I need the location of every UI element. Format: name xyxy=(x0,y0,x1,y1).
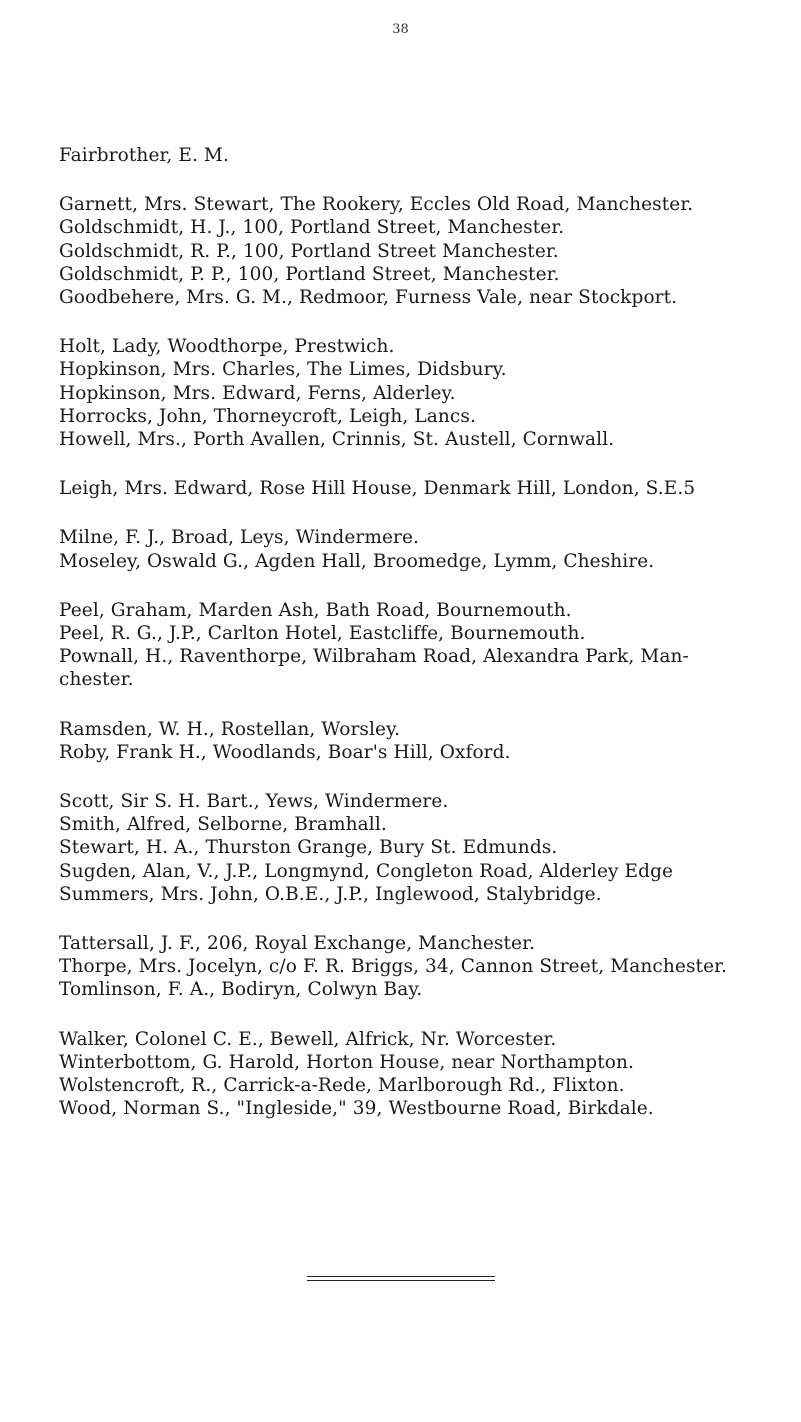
list-entry: Scott, Sir S. H. Bart., Yews, Windermere. xyxy=(59,791,449,813)
list-group-f xyxy=(59,144,794,167)
list-entry: Howell, Mrs., Porth Avallen, Crinnis, St. Austell, Cornwall. xyxy=(59,429,615,451)
list-group-m xyxy=(59,526,794,572)
list-group-p xyxy=(59,599,794,692)
list-group-w xyxy=(59,1028,794,1121)
list-entry: Summers, Mrs. John, O.B.E., J.P., Inglewood, Stalybridge. xyxy=(59,883,602,905)
list-entry: Smith, Alfred, Selborne, Bramhall. xyxy=(59,814,387,836)
list-entry: Garnett, Mrs. Stewart, The Rookery, Eccles Old Road, Manchester. xyxy=(59,194,694,216)
list-entry: Tattersall, J. F., 206, Royal Exchange, Manchester. xyxy=(59,933,535,955)
list-entry: Hopkinson, Mrs. Edward, Ferns, Alderley. xyxy=(59,382,456,404)
list-group-t xyxy=(59,932,794,1002)
list-entry: Horrocks, John, Thorneycroft, Leigh, Lancs. xyxy=(59,405,476,427)
page-number: 38 xyxy=(392,22,409,37)
list-entry: Tomlinson, F. A., Bodiryn, Colwyn Bay. xyxy=(59,979,423,1001)
subscriber-list xyxy=(59,144,794,1147)
list-group-s xyxy=(59,790,794,906)
list-entry: Leigh, Mrs. Edward, Rose Hill House, Denmark Hill, London, S.E.5 xyxy=(59,478,696,500)
list-entry: Hopkinson, Mrs. Charles, The Limes, Didsbury. xyxy=(59,359,507,381)
list-entry: Walker, Colonel C. E., Bewell, Alfrick, Nr. Worcester. xyxy=(59,1028,557,1050)
list-entry: Peel, R. G., J.P., Carlton Hotel, Eastcliffe, Bournemouth. xyxy=(59,623,586,645)
list-entry: Pownall, H., Raventhorpe, Wilbraham Road, Alexandra Park, Man- xyxy=(59,646,689,668)
list-entry: Fairbrother, E. M. xyxy=(59,145,229,166)
list-entry: Ramsden, W. H., Rostellan, Worsley. xyxy=(59,718,401,740)
list-entry: Goldschmidt, H. J., 100, Portland Street, Manchester. xyxy=(59,217,565,239)
list-entry: Peel, Graham, Marden Ash, Bath Road, Bournemouth. xyxy=(59,599,572,621)
list-entry: Winterbottom, G. Harold, Horton House, near Northampton. xyxy=(59,1051,634,1073)
list-entry: Goldschmidt, P. P., 100, Portland Street, Manchester. xyxy=(59,263,560,285)
list-entry: Stewart, H. A., Thurston Grange, Bury St. Edmunds. xyxy=(59,837,558,859)
divider-line xyxy=(307,1276,495,1277)
list-entry: Milne, F. J., Broad, Leys, Windermere. xyxy=(59,527,420,549)
list-group-r xyxy=(59,718,794,764)
list-entry: Wood, Norman S., "Ingleside," 39, Westbourne Road, Birkdale. xyxy=(59,1098,654,1120)
list-entry: Thorpe, Mrs. Jocelyn, c/o F. R. Briggs, 34, Cannon Street, Manchester. xyxy=(59,956,728,978)
list-entry: Goodbehere, Mrs. G. M., Redmoor, Furness Vale, near Stockport. xyxy=(59,287,678,309)
list-entry: Moseley, Oswald G., Agden Hall, Broomedge, Lymm, Cheshire. xyxy=(59,550,655,572)
list-entry: Goldschmidt, R. P., 100, Portland Street Manchester. xyxy=(59,240,559,262)
list-entry: Wolstencroft, R., Carrick-a-Rede, Marlborough Rd., Flixton. xyxy=(59,1075,625,1097)
list-group-h xyxy=(59,335,794,451)
list-entry: Roby, Frank H., Woodlands, Boar's Hill, Oxford. xyxy=(59,741,511,763)
list-entry: Sugden, Alan, V., J.P., Longmynd, Congleton Road, Alderley Edge xyxy=(59,860,674,882)
list-entry-continuation: chester. xyxy=(59,669,134,691)
list-group-l xyxy=(59,477,794,500)
list-entry: Holt, Lady, Woodthorpe, Prestwich. xyxy=(59,336,395,358)
list-group-g xyxy=(59,193,794,309)
divider-line xyxy=(307,1280,495,1281)
end-of-list-double-rule xyxy=(0,1276,801,1284)
